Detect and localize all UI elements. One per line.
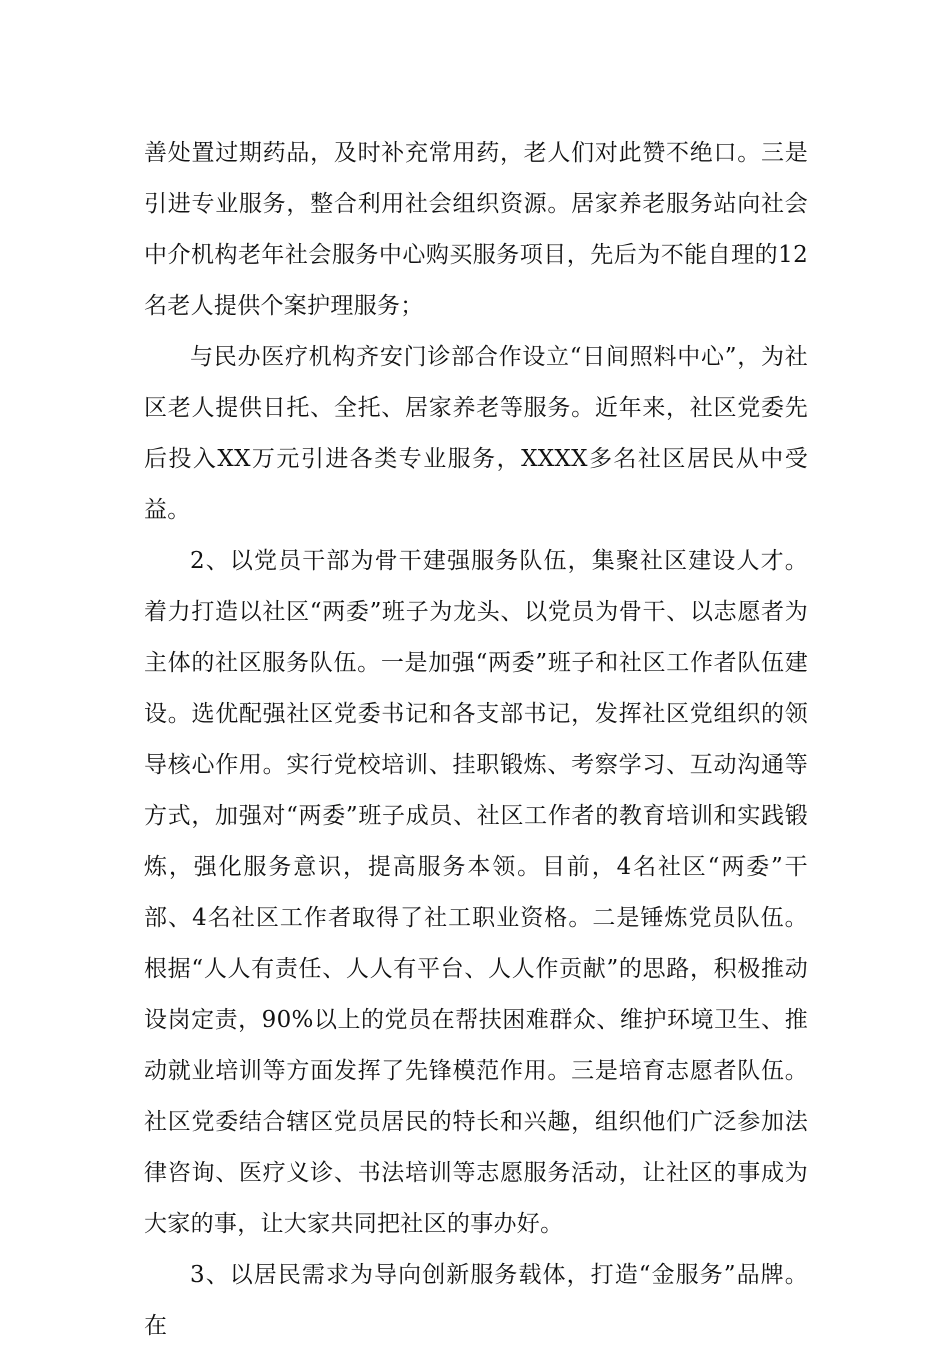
document-body [144, 128, 808, 1352]
paragraph-4: 3、以居民需求为导向创新服务载体，打造“金服务”品牌。在 [144, 1262, 808, 1339]
paragraph-2: 与民办医疗机构齐安门诊部合作设立“日间照料中心”，为社区老人提供日托、全托、居家养老等服务。近年来，社区党委先后投入XX万元引进各类专业服务，XXXX多名社区居民从中受益。 [144, 344, 808, 523]
paragraph-1: 善处置过期药品，及时补充常用药，老人们对此赞不绝口。三是引进专业服务，整合利用社会组织资源。居家养老服务站向社会中介机构老年社会服务中心购买服务项目，先后为不能自理的12名老人提供个案护理服务； [144, 140, 808, 319]
paragraph-3: 2、以党员干部为骨干建强服务队伍，集聚社区建设人才。着力打造以社区“两委”班子为龙头、以党员为骨干、以志愿者为主体的社区服务队伍。一是加强“两委”班子和社区工作者队伍建设。选优配强社区党委书记和各支部书记，发挥社区党组织的领导核心作用。实行党校培训、挂职锻炼、考察学习、互动沟通等方式，加强对“两委”班子成员、社区工作者的教育培训和实践锻炼，强化服务意识，提高服务本领。目前，4名社区“两委”干部、4名社区工作者取得了社工职业资格。二是锤炼党员队伍。根据“人人有责任、人人有平台、人人作贡献”的思路，积极推动设岗定责，90%以上的党员在帮扶困难群众、维护环境卫生、推动就业培训等方面发挥了先锋模范作用。三是培育志愿者队伍。社区党委结合辖区党员居民的特长和兴趣，组织他们广泛参加法律咨询、医疗义诊、书法培训等志愿服务活动，让社区的事成为大家的事，让大家共同把社区的事办好。 [144, 548, 808, 1237]
